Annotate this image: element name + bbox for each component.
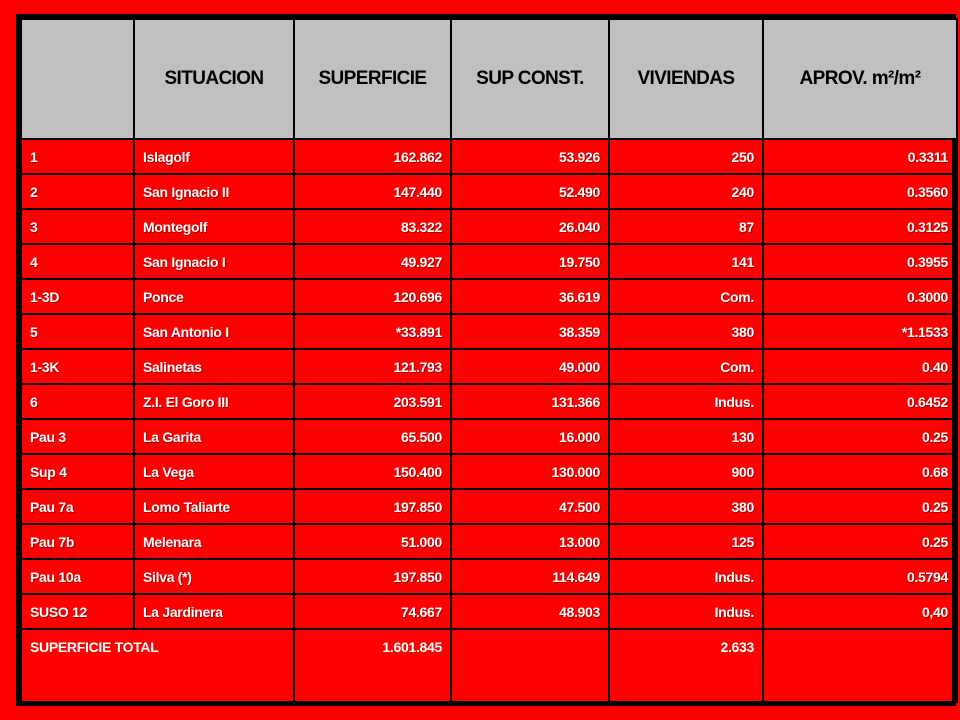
table-footer bbox=[21, 629, 957, 702]
header-row bbox=[21, 19, 957, 139]
cell-index: 2 bbox=[21, 174, 134, 209]
cell-sup-const: 48.903 bbox=[451, 594, 609, 629]
cell-superficie: 150.400 bbox=[294, 454, 451, 489]
cell-superficie: 120.696 bbox=[294, 279, 451, 314]
cell-viviendas: Indus. bbox=[609, 384, 763, 419]
cell-aprov: 0.3000 bbox=[763, 279, 957, 314]
cell-index: Pau 7b bbox=[21, 524, 134, 559]
cell-aprov: 0.5794 bbox=[763, 559, 957, 594]
table-body bbox=[21, 139, 957, 629]
data-table-frame bbox=[16, 14, 956, 706]
cell-aprov: 0.3125 bbox=[763, 209, 957, 244]
cell-superficie: 197.850 bbox=[294, 489, 451, 524]
cell-situacion: Melenara bbox=[134, 524, 294, 559]
cell-superficie: 65.500 bbox=[294, 419, 451, 454]
cell-situacion: La Vega bbox=[134, 454, 294, 489]
cell-sup-const: 26.040 bbox=[451, 209, 609, 244]
cell-sup-const: 13.000 bbox=[451, 524, 609, 559]
cell-sup-const: 36.619 bbox=[451, 279, 609, 314]
cell-superficie: 83.322 bbox=[294, 209, 451, 244]
cell-aprov: 0.3560 bbox=[763, 174, 957, 209]
cell-viviendas: 125 bbox=[609, 524, 763, 559]
cell-sup-const: 47.500 bbox=[451, 489, 609, 524]
total-viviendas: 2.633 bbox=[609, 629, 763, 702]
cell-superficie: 203.591 bbox=[294, 384, 451, 419]
total-sup-const bbox=[451, 629, 609, 702]
cell-situacion: Z.I. El Goro III bbox=[134, 384, 294, 419]
cell-situacion: Lomo Taliarte bbox=[134, 489, 294, 524]
cell-situacion: San Ignacio II bbox=[134, 174, 294, 209]
header-cell-superficie: SUPERFICIE bbox=[294, 19, 451, 139]
cell-viviendas: 250 bbox=[609, 139, 763, 174]
table-row bbox=[21, 139, 957, 174]
urban-development-table bbox=[20, 18, 958, 703]
cell-viviendas: Indus. bbox=[609, 594, 763, 629]
cell-index: 1 bbox=[21, 139, 134, 174]
table-header bbox=[21, 19, 957, 139]
cell-situacion: Silva (*) bbox=[134, 559, 294, 594]
cell-index: Pau 10a bbox=[21, 559, 134, 594]
header-cell-viviendas: VIVIENDAS bbox=[609, 19, 763, 139]
table-row bbox=[21, 349, 957, 384]
table-row bbox=[21, 594, 957, 629]
cell-sup-const: 49.000 bbox=[451, 349, 609, 384]
cell-situacion: Salinetas bbox=[134, 349, 294, 384]
cell-situacion: Islagolf bbox=[134, 139, 294, 174]
cell-viviendas: 130 bbox=[609, 419, 763, 454]
header-cell-aprov: APROV. m²/m² bbox=[763, 19, 957, 139]
header-cell-index bbox=[21, 19, 134, 139]
cell-superficie: 162.862 bbox=[294, 139, 451, 174]
cell-aprov: 0,40 bbox=[763, 594, 957, 629]
cell-aprov: 0.25 bbox=[763, 524, 957, 559]
total-row bbox=[21, 629, 957, 702]
cell-aprov: 0.25 bbox=[763, 489, 957, 524]
cell-index: Pau 7a bbox=[21, 489, 134, 524]
cell-situacion: La Garita bbox=[134, 419, 294, 454]
cell-superficie: 49.927 bbox=[294, 244, 451, 279]
cell-situacion: San Antonio I bbox=[134, 314, 294, 349]
cell-aprov: 0.3311 bbox=[763, 139, 957, 174]
cell-sup-const: 114.649 bbox=[451, 559, 609, 594]
cell-aprov: 0.6452 bbox=[763, 384, 957, 419]
cell-index: 3 bbox=[21, 209, 134, 244]
cell-index: 1-3D bbox=[21, 279, 134, 314]
table-row bbox=[21, 489, 957, 524]
cell-superficie: 147.440 bbox=[294, 174, 451, 209]
cell-situacion: Ponce bbox=[134, 279, 294, 314]
cell-superficie: 121.793 bbox=[294, 349, 451, 384]
header-cell-sup-const: SUP CONST. bbox=[451, 19, 609, 139]
cell-viviendas: 141 bbox=[609, 244, 763, 279]
cell-aprov: 0.68 bbox=[763, 454, 957, 489]
total-label: SUPERFICIE TOTAL bbox=[21, 629, 294, 702]
cell-viviendas: 900 bbox=[609, 454, 763, 489]
cell-sup-const: 131.366 bbox=[451, 384, 609, 419]
table-row bbox=[21, 244, 957, 279]
total-aprov bbox=[763, 629, 957, 702]
cell-situacion: Montegolf bbox=[134, 209, 294, 244]
table-row bbox=[21, 279, 957, 314]
cell-sup-const: 53.926 bbox=[451, 139, 609, 174]
cell-viviendas: Com. bbox=[609, 279, 763, 314]
cell-index: SUSO 12 bbox=[21, 594, 134, 629]
cell-superficie: 74.667 bbox=[294, 594, 451, 629]
cell-sup-const: 130.000 bbox=[451, 454, 609, 489]
cell-viviendas: 380 bbox=[609, 489, 763, 524]
cell-aprov: 0.3955 bbox=[763, 244, 957, 279]
table-row bbox=[21, 559, 957, 594]
cell-viviendas: 380 bbox=[609, 314, 763, 349]
table-row bbox=[21, 174, 957, 209]
cell-index: Pau 3 bbox=[21, 419, 134, 454]
cell-viviendas: 87 bbox=[609, 209, 763, 244]
cell-index: 5 bbox=[21, 314, 134, 349]
cell-sup-const: 16.000 bbox=[451, 419, 609, 454]
cell-index: 6 bbox=[21, 384, 134, 419]
table-row bbox=[21, 454, 957, 489]
table-row bbox=[21, 384, 957, 419]
cell-sup-const: 38.359 bbox=[451, 314, 609, 349]
cell-superficie: *33.891 bbox=[294, 314, 451, 349]
cell-aprov: *1.1533 bbox=[763, 314, 957, 349]
cell-viviendas: Com. bbox=[609, 349, 763, 384]
cell-index: Sup 4 bbox=[21, 454, 134, 489]
cell-situacion: La Jardinera bbox=[134, 594, 294, 629]
cell-index: 1-3K bbox=[21, 349, 134, 384]
table-row bbox=[21, 314, 957, 349]
cell-sup-const: 19.750 bbox=[451, 244, 609, 279]
cell-index: 4 bbox=[21, 244, 134, 279]
cell-superficie: 197.850 bbox=[294, 559, 451, 594]
cell-aprov: 0.25 bbox=[763, 419, 957, 454]
table-row bbox=[21, 209, 957, 244]
cell-aprov: 0.40 bbox=[763, 349, 957, 384]
cell-sup-const: 52.490 bbox=[451, 174, 609, 209]
header-cell-situacion: SITUACION bbox=[134, 19, 294, 139]
total-superficie: 1.601.845 bbox=[294, 629, 451, 702]
table-row bbox=[21, 524, 957, 559]
cell-situacion: San Ignacio I bbox=[134, 244, 294, 279]
cell-viviendas: 240 bbox=[609, 174, 763, 209]
table-row bbox=[21, 419, 957, 454]
cell-superficie: 51.000 bbox=[294, 524, 451, 559]
cell-viviendas: Indus. bbox=[609, 559, 763, 594]
